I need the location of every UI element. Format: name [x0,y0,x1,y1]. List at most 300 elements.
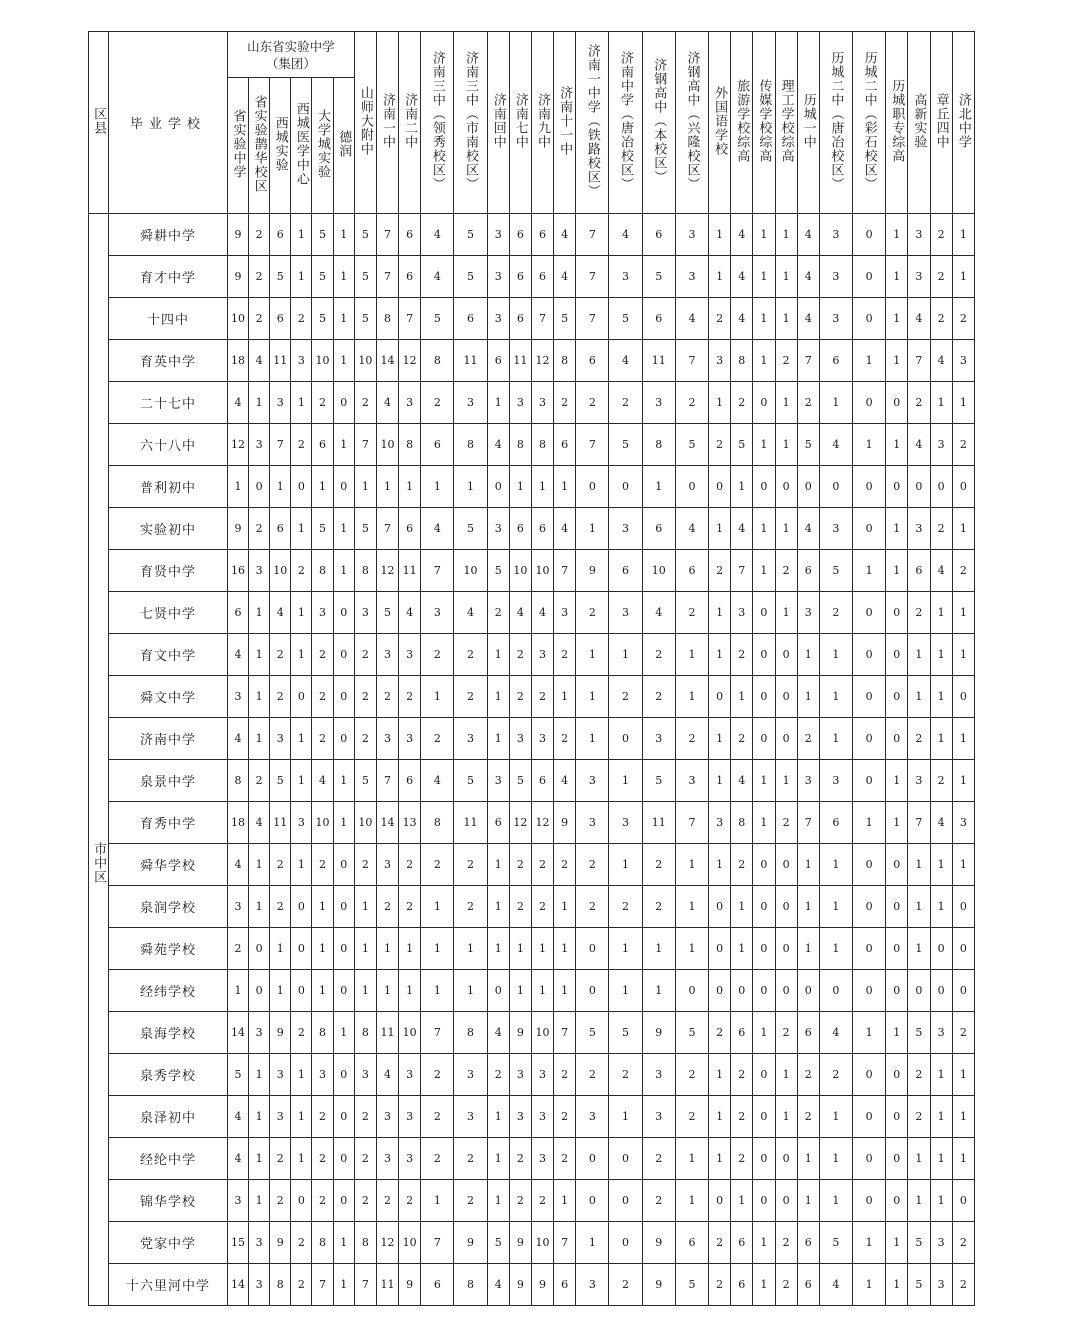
quota-cell: 1 [797,928,819,970]
quota-cell: 6 [270,214,291,256]
quota-cell: 0 [753,718,775,760]
table-row [89,382,975,424]
quota-cell: 1 [753,256,775,298]
quota-cell: 0 [853,928,886,970]
quota-cell: 1 [908,886,930,928]
quota-cell: 4 [731,256,753,298]
quota-cell: 4 [376,1054,398,1096]
quota-cell: 4 [270,592,291,634]
quota-cell: 3 [354,1054,376,1096]
col-header [853,32,886,214]
quota-cell: 0 [886,886,908,928]
quota-cell: 0 [609,1222,642,1264]
quota-cell: 3 [399,718,421,760]
quota-cell: 6 [531,508,553,550]
quota-cell: 3 [642,718,675,760]
quota-cell: 8 [454,1264,487,1306]
quota-cell: 3 [576,802,609,844]
quota-cell: 6 [487,802,509,844]
school-name-cell: 十六里河中学 [109,1264,228,1306]
quota-cell: 0 [753,1180,775,1222]
quota-cell: 1 [930,886,952,928]
quota-cell: 2 [249,214,270,256]
school-name-cell: 七贤中学 [109,592,228,634]
quota-cell: 2 [354,844,376,886]
school-name-cell: 党家中学 [109,1222,228,1264]
quota-cell: 6 [797,1264,819,1306]
quota-cell: 2 [454,844,487,886]
quota-cell: 1 [333,508,354,550]
quota-cell: 1 [554,1180,576,1222]
quota-cell: 2 [554,1096,576,1138]
quota-cell: 6 [270,508,291,550]
quota-cell: 1 [333,340,354,382]
quota-cell: 1 [952,844,974,886]
quota-cell: 4 [399,592,421,634]
quota-cell: 1 [709,1054,731,1096]
quota-cell: 2 [775,1222,797,1264]
quota-cell: 0 [886,676,908,718]
quota-cell: 2 [576,382,609,424]
quota-cell: 0 [952,1180,974,1222]
quota-cell: 1 [312,886,333,928]
quota-cell: 4 [908,298,930,340]
quota-cell: 3 [908,214,930,256]
quota-cell: 6 [487,340,509,382]
quota-cell: 1 [249,676,270,718]
quota-cell: 1 [797,886,819,928]
col-header [642,32,675,214]
quota-cell: 8 [421,802,454,844]
quota-cell: 3 [609,802,642,844]
quota-cell: 2 [399,676,421,718]
quota-cell: 2 [509,886,531,928]
quota-cell: 8 [454,1012,487,1054]
quota-cell: 3 [609,592,642,634]
quota-cell: 7 [421,1222,454,1264]
table-row [89,1096,975,1138]
quota-cell: 1 [775,592,797,634]
quota-cell: 4 [249,802,270,844]
quota-cell: 6 [731,1222,753,1264]
header-row-1 [89,32,975,78]
quota-cell: 7 [376,256,398,298]
quota-cell: 1 [853,424,886,466]
col-header-label: 高新实验 [911,92,927,149]
quota-cell: 1 [509,970,531,1012]
quota-cell: 2 [509,1180,531,1222]
quota-cell: 1 [753,298,775,340]
quota-cell: 0 [333,1180,354,1222]
quota-cell: 5 [642,256,675,298]
quota-cell: 2 [609,676,642,718]
quota-cell: 1 [753,508,775,550]
quota-cell: 1 [753,1012,775,1054]
quota-cell: 3 [531,1096,553,1138]
quota-cell: 5 [312,508,333,550]
quota-cell: 2 [354,676,376,718]
school-name-cell: 育文中学 [109,634,228,676]
quota-cell: 2 [675,1096,708,1138]
quota-cell: 0 [853,1138,886,1180]
quota-cell: 0 [333,1096,354,1138]
quota-cell: 2 [930,760,952,802]
quota-cell: 4 [675,298,708,340]
quota-cell: 3 [908,760,930,802]
quota-cell: 4 [554,760,576,802]
quota-cell: 5 [819,550,852,592]
quota-cell: 7 [399,298,421,340]
quota-cell: 8 [312,1012,333,1054]
quota-cell: 1 [354,466,376,508]
quota-cell: 0 [930,928,952,970]
quota-cell: 5 [227,1054,248,1096]
quota-cell: 1 [819,718,852,760]
quota-cell: 1 [291,1138,312,1180]
quota-cell: 3 [731,592,753,634]
quota-cell: 1 [753,214,775,256]
quota-cell: 6 [819,802,852,844]
quota-cell: 3 [376,634,398,676]
quota-cell: 1 [487,676,509,718]
quota-cell: 7 [797,802,819,844]
quota-cell: 4 [797,508,819,550]
quota-cell: 2 [908,382,930,424]
school-header: 毕业学校 [130,117,207,132]
quota-cell: 0 [775,844,797,886]
quota-cell: 0 [908,466,930,508]
quota-cell: 3 [454,1096,487,1138]
quota-cell: 2 [249,508,270,550]
quota-cell: 1 [509,928,531,970]
quota-cell: 7 [270,424,291,466]
quota-cell: 8 [399,424,421,466]
quota-cell: 6 [312,424,333,466]
group-col-label: 省实验鹊华校区 [251,94,267,193]
quota-cell: 1 [797,676,819,718]
quota-cell: 2 [819,1054,852,1096]
quota-cell: 2 [908,1096,930,1138]
quota-cell: 0 [753,634,775,676]
school-header-cell [109,32,228,214]
quota-cell: 2 [421,1054,454,1096]
quota-cell: 1 [853,340,886,382]
quota-cell: 4 [421,214,454,256]
quota-cell: 5 [312,256,333,298]
quota-cell: 1 [709,760,731,802]
quota-cell: 0 [333,676,354,718]
group-header-line1: 山东省实验中学 [247,38,335,54]
quota-cell: 1 [354,886,376,928]
quota-cell: 1 [421,886,454,928]
col-header [609,32,642,214]
quota-cell: 3 [291,802,312,844]
quota-cell: 2 [509,634,531,676]
quota-cell: 1 [886,760,908,802]
quota-cell: 1 [952,256,974,298]
quota-cell: 8 [554,340,576,382]
quota-cell: 2 [509,1138,531,1180]
quota-cell: 1 [675,676,708,718]
quota-cell: 1 [576,634,609,676]
quota-cell: 2 [421,718,454,760]
quota-cell: 3 [227,886,248,928]
quota-cell: 0 [291,1180,312,1222]
quota-cell: 8 [227,760,248,802]
quota-cell: 5 [454,256,487,298]
quota-cell: 5 [354,298,376,340]
quota-cell: 3 [609,508,642,550]
quota-cell: 1 [819,886,852,928]
quota-cell: 1 [333,424,354,466]
quota-cell: 5 [376,592,398,634]
quota-cell: 1 [454,928,487,970]
quota-cell: 3 [576,760,609,802]
quota-cell: 3 [399,382,421,424]
quota-cell: 8 [376,298,398,340]
quota-cell: 1 [908,634,930,676]
quota-cell: 1 [291,1096,312,1138]
quota-cell: 6 [642,214,675,256]
col-header-label: 济南一中 [379,92,395,149]
quota-cell: 1 [886,1012,908,1054]
quota-cell: 9 [227,256,248,298]
quota-cell: 2 [454,676,487,718]
quota-cell: 1 [291,256,312,298]
quota-cell: 12 [531,802,553,844]
quota-cell: 10 [531,550,553,592]
table-row [89,844,975,886]
quota-cell: 3 [819,214,852,256]
quota-cell: 0 [753,886,775,928]
quota-cell: 2 [952,1012,974,1054]
quota-cell: 2 [609,382,642,424]
quota-cell: 1 [709,1096,731,1138]
quota-cell: 1 [487,382,509,424]
quota-cell: 4 [731,298,753,340]
quota-cell: 11 [509,340,531,382]
quota-cell: 8 [312,1222,333,1264]
col-header-label: 理工学校综高 [778,78,794,163]
quota-cell: 6 [509,298,531,340]
quota-cell: 3 [487,214,509,256]
quota-cell: 2 [775,1264,797,1306]
quota-cell: 2 [554,718,576,760]
quota-cell: 2 [576,592,609,634]
quota-cell: 7 [576,214,609,256]
quota-cell: 3 [487,760,509,802]
quota-cell: 0 [576,1180,609,1222]
quota-cell: 1 [227,466,248,508]
quota-cell: 3 [421,592,454,634]
school-name-cell: 十四中 [109,298,228,340]
quota-cell: 7 [354,424,376,466]
quota-cell: 2 [270,676,291,718]
group-col-label: 西城实验 [272,115,288,172]
quota-cell: 1 [454,466,487,508]
quota-cell: 1 [333,1222,354,1264]
quota-cell: 0 [930,466,952,508]
quota-cell: 2 [291,1222,312,1264]
quota-cell: 16 [227,550,248,592]
quota-cell: 8 [454,424,487,466]
quota-cell: 1 [249,886,270,928]
quota-cell: 1 [775,298,797,340]
quota-cell: 9 [554,802,576,844]
quota-cell: 0 [775,928,797,970]
quota-cell: 2 [531,1180,553,1222]
quota-cell: 2 [454,1180,487,1222]
quota-cell: 2 [421,1138,454,1180]
quota-cell: 5 [675,1264,708,1306]
quota-cell: 6 [531,256,553,298]
quota-cell: 5 [270,256,291,298]
quota-cell: 9 [642,1012,675,1054]
quota-cell: 1 [853,550,886,592]
quota-cell: 1 [249,634,270,676]
quota-cell: 12 [376,1222,398,1264]
quota-cell: 1 [270,928,291,970]
quota-cell: 0 [853,760,886,802]
school-name-cell: 舜耕中学 [109,214,228,256]
quota-cell: 1 [709,214,731,256]
col-header-label: 济南三中（市南校区） [463,50,479,191]
quota-cell: 0 [753,592,775,634]
quota-cell: 2 [312,634,333,676]
quota-cell: 1 [421,676,454,718]
col-header-label: 历城二中（彩石校区） [861,50,877,191]
quota-cell: 0 [333,592,354,634]
quota-cell: 1 [709,634,731,676]
quota-cell: 2 [421,1096,454,1138]
quota-cell: 0 [930,970,952,1012]
quota-cell: 6 [797,1222,819,1264]
quota-cell: 14 [376,802,398,844]
quota-cell: 2 [376,886,398,928]
quota-cell: 6 [642,508,675,550]
quota-cell: 5 [576,1012,609,1054]
quota-cell: 2 [952,424,974,466]
quota-cell: 2 [291,1264,312,1306]
school-name-cell: 舜华学校 [109,844,228,886]
table-row [89,1222,975,1264]
quota-cell: 0 [576,466,609,508]
quota-cell: 0 [333,928,354,970]
quota-cell: 1 [930,1180,952,1222]
quota-cell: 10 [454,550,487,592]
quota-cell: 0 [886,970,908,1012]
quota-cell: 3 [399,1138,421,1180]
school-name-cell: 育贤中学 [109,550,228,592]
col-header-label: 传媒学校综高 [756,78,772,163]
quota-cell: 6 [399,256,421,298]
col-header [576,32,609,214]
quota-cell: 0 [333,382,354,424]
quota-cell: 4 [421,508,454,550]
quota-cell: 3 [270,1054,291,1096]
quota-cell: 1 [952,1096,974,1138]
col-header [930,32,952,214]
quota-cell: 3 [675,256,708,298]
quota-cell: 1 [709,382,731,424]
quota-cell: 2 [675,1054,708,1096]
quota-cell: 1 [819,1138,852,1180]
quota-cell: 3 [675,214,708,256]
quota-cell: 1 [819,382,852,424]
quota-cell: 0 [886,1054,908,1096]
quota-cell: 10 [227,298,248,340]
quota-cell: 6 [554,424,576,466]
quota-cell: 2 [312,1096,333,1138]
quota-cell: 3 [270,718,291,760]
quota-cell: 0 [853,592,886,634]
quota-cell: 4 [249,340,270,382]
quota-cell: 6 [454,298,487,340]
quota-cell: 1 [399,928,421,970]
quota-cell: 5 [487,550,509,592]
quota-cell: 2 [312,676,333,718]
quota-cell: 1 [819,844,852,886]
quota-cell: 7 [797,340,819,382]
quota-cell: 11 [270,802,291,844]
quota-cell: 1 [886,256,908,298]
group-col-header [291,78,312,214]
quota-cell: 4 [930,802,952,844]
quota-cell: 4 [731,760,753,802]
quota-cell: 5 [797,424,819,466]
quota-cell: 2 [775,340,797,382]
quota-cell: 5 [554,298,576,340]
quota-cell: 2 [270,634,291,676]
quota-cell: 7 [576,298,609,340]
quota-cell: 0 [886,844,908,886]
quota-cell: 1 [376,928,398,970]
quota-cell: 3 [509,1096,531,1138]
quota-cell: 7 [421,550,454,592]
quota-cell: 5 [270,760,291,802]
quota-cell: 2 [270,886,291,928]
group-col-label: 德润 [336,129,352,158]
quota-cell: 1 [487,886,509,928]
quota-cell: 1 [775,424,797,466]
quota-cell: 0 [576,970,609,1012]
quota-cell: 0 [291,928,312,970]
quota-cell: 0 [333,1054,354,1096]
table-row [89,592,975,634]
quota-cell: 10 [354,340,376,382]
quota-cell: 3 [908,256,930,298]
group-col-header [333,78,354,214]
quota-cell: 2 [952,1222,974,1264]
quota-cell: 1 [609,634,642,676]
quota-cell: 0 [775,466,797,508]
quota-cell: 3 [609,256,642,298]
quota-cell: 5 [312,214,333,256]
quota-cell: 3 [797,760,819,802]
quota-cell: 2 [709,550,731,592]
quota-cell: 1 [675,886,708,928]
quota-cell: 1 [609,844,642,886]
quota-cell: 11 [376,1012,398,1054]
quota-cell: 2 [554,1054,576,1096]
quota-cell: 2 [576,1054,609,1096]
quota-cell: 12 [531,340,553,382]
quota-cell: 8 [312,550,333,592]
quota-cell: 3 [487,508,509,550]
quota-cell: 0 [775,1138,797,1180]
quota-cell: 1 [886,298,908,340]
group-col-label: 省实验中学 [230,108,246,179]
